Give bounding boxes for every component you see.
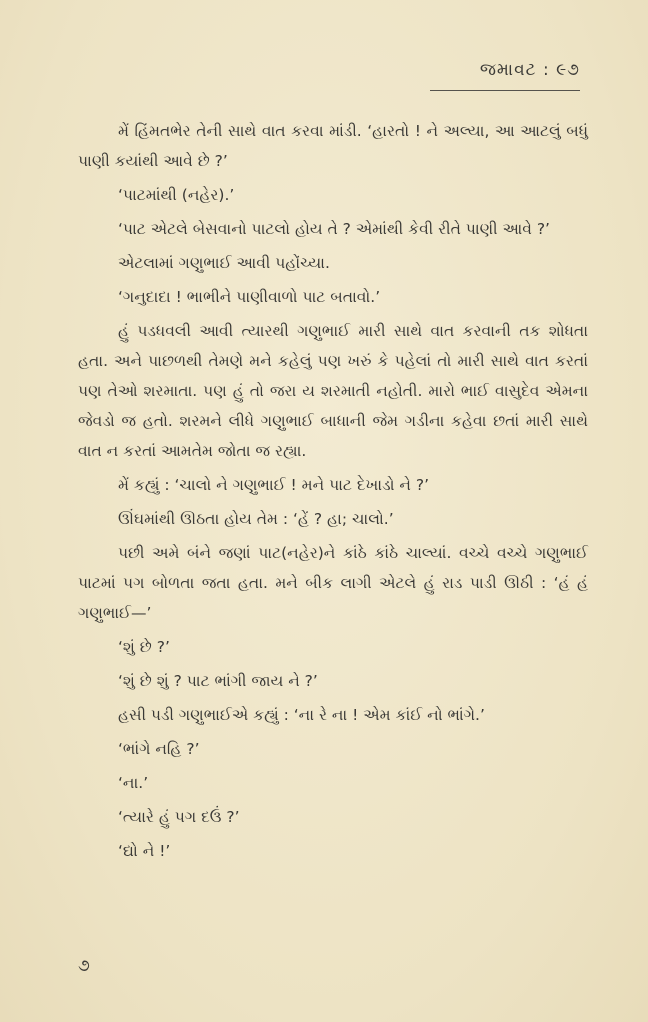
- paragraph: હું પડધવલી આવી ત્યારથી ગણુભાઈ મારી સાથે વાત કરવાની તક શોધતા હતા. અને પાછળથી તેમણે મને કહેલું પણ ખરું કે પહેલાં તો મારી સાથે વાત કરતાં પણ તેઓ શરમાતા. પણ હું તો જરા ય શરમાતી નહોતી. મારો ભાઈ વાસુદેવ એમના જેવડો જ હતો. શરમને લીધે ગણુભાઈ બાધાની જેમ ગડીના કહેવા છતાં મારી સાથે વાત ન કરતાં આમતેમ જોતા જ રહ્યા.: [78, 322, 588, 460]
- page-body: [78, 116, 588, 870]
- paragraph: ‘શું છે શું ? પાટ ભાંગી જાય ને ?’: [118, 672, 318, 690]
- paragraph: ઊંઘમાંથી ઊઠતા હોય તેમ : ‘હેં ? હા; ચાલો.’: [118, 510, 394, 528]
- paragraph: પછી અમે બંને જણાં પાટ(નહેર)ને કાંઠે કાંઠે ચાલ્યાં. વચ્ચે વચ્ચે ગણુભાઈ પાટમાં પગ બોળતા જતા હતા. મને બીક લાગી એટલે હું રાડ પાડી ઊઠી : ‘હં હં ગણુભાઈ—’: [78, 544, 588, 622]
- paragraph: ‘ના.’: [118, 774, 149, 792]
- paragraph: ‘ત્યારે હું પગ દઉં ?’: [118, 808, 240, 826]
- paragraph: હસી પડી ગણુભાઈએ કહ્યું : ‘ના રે ના ! એમ કાંઈ નો ભાંગે.’: [118, 706, 485, 724]
- paragraph: ‘પાટ એટલે બેસવાનો પાટલો હોય તે ? એમાંથી કેવી રીતે પાણી આવે ?’: [118, 220, 550, 238]
- paragraph: ‘શું છે ?’: [118, 638, 170, 656]
- paragraph: ‘ગનુદાદા ! ભાભીને પાણીવાળો પાટ બતાવો.’: [118, 288, 381, 306]
- page-marker: ૭: [78, 956, 90, 976]
- paragraph: ‘ભાંગે નહિ ?’: [118, 740, 200, 758]
- paragraph: ‘પાટમાંથી (નહેર).’: [118, 186, 235, 204]
- paragraph: એટલામાં ગણુભાઈ આવી પહોંચ્યા.: [118, 254, 330, 272]
- paragraph: ‘દ્યો ને !’: [118, 842, 171, 860]
- paragraph: મેં કહ્યું : ‘ચાલો ને ગણુભાઈ ! મને પાટ દેખાડો ને ?’: [118, 476, 430, 494]
- paragraph: મેં હિંમતભેર તેની સાથે વાત કરવા માંડી. ‘હારતો ! ને અલ્યા, આ આટલું બધું પાણી કયાંથી આવે છે ?’: [78, 122, 588, 170]
- header-rule: [430, 90, 580, 91]
- running-header: જમાવટ : ૯૭: [479, 60, 580, 80]
